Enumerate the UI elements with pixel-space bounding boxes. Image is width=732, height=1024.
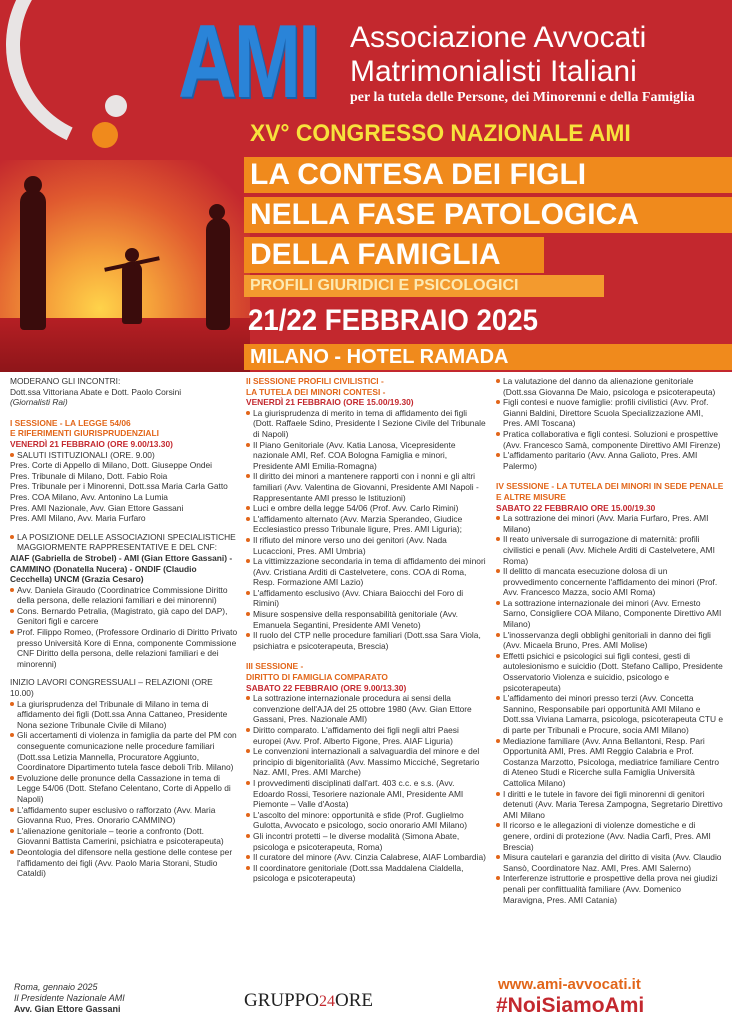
- list-item: Cons. Bernardo Petralia, (Magistrato, già capo del DAP), Genitori figli e carcere: [10, 606, 238, 627]
- list-item: Il Piano Genitoriale (Avv. Katia Lanosa, Vicepresidente nazionale AMI, Ref. COA Bologna Famiglia e minori, Presidente AMI Emilia-Romagna): [246, 440, 488, 472]
- greeting-line: Pres. Corte di Appello di Milano, Dott. Giuseppe Ondei: [10, 460, 213, 471]
- list-item: L'ascolto del minore: opportunità e sfide (Prof. Guglielmo Gulotta, Avvocato e psicologo, socio onorario AMI Milano): [246, 810, 488, 831]
- signature-place-date: Roma, gennaio 2025: [14, 982, 98, 992]
- woman-silhouette: [206, 218, 230, 330]
- session-4-date: SABATO 22 FEBBRAIO ORE 15.00/19.30: [496, 502, 656, 513]
- header-banner: [0, 0, 732, 372]
- session-2-title: II SESSIONE PROFILI CIVILISTICI - LA TUTELA DEI MINORI CONTESI -: [246, 376, 386, 397]
- program-column-2: [246, 376, 488, 884]
- list-item: L'inosservanza degli obblighi genitoriali in danno dei figli (Avv. Micaela Bruno, Pres. AMI Molise): [496, 630, 724, 651]
- logo-dot-orange-icon: [92, 122, 118, 148]
- moderators: Dott.ssa Vittoriana Abate e Dott. Paolo Corsini: [10, 386, 182, 397]
- session-3-date: SABATO 22 FEBBRAIO (ORE 9.00/13.30): [246, 682, 407, 693]
- list-item: Interferenze istruttorie e prospettive della prova nei giudizi penali per conflittualità familiare (Avv. Domenico Maravigna, Pres. AMI Catania): [496, 873, 724, 905]
- list-item: Misura cautelari e garanzia del diritto di visita (Avv. Claudio Sansò, Coordinatore Naz. AMI, Pres. AMI Salerno): [496, 852, 724, 873]
- signature-block: [14, 982, 125, 1015]
- list-item: L'affidamento super esclusivo o rafforzato (Avv. Maria Giovanna Ruo, Pres. Onorario CAMMINO): [10, 805, 238, 826]
- list-item: La vittimizzazione secondaria in tema di affidamento dei minori (Avv. Cristiana Arditi di Castelvetere, cons. COA di Roma, Resp. Formazione AMI Lazio): [246, 556, 488, 588]
- session-2-list: [246, 408, 488, 652]
- website-link[interactable]: www.ami-avvocati.it: [498, 976, 641, 993]
- session-1-date: VENERDÌ 21 FEBBRAIO (ORE 9.00/13.30): [10, 438, 173, 449]
- reports-list: [10, 699, 238, 879]
- greeting-line: Pres. Tribunale di Milano, Dott. Fabio Roia: [10, 470, 168, 481]
- title-line1: LA CONTESA DEI FIGLI: [244, 157, 732, 193]
- session-1-title: I SESSIONE - LA LEGGE 54/06 E RIFERIMENTI GIURISPRUDENZIALI: [10, 417, 159, 439]
- congress-title: XV° CONGRESSO NAZIONALE AMI: [250, 120, 631, 147]
- list-item: Il curatore del minore (Avv. Cinzia Calabrese, AIAF Lombardia): [246, 852, 488, 863]
- list-item: Il coordinatore genitoriale (Dott.ssa Maddalena Cialdella, psicologa e psicoterapeuta): [246, 863, 488, 884]
- list-item: L'affidamento dei minori presso terzi (Avv. Concetta Sannino, Responsabile pari opportunità AMI Milano e Dott.ssa Viviana Lamarra, psicologa, psicoterapeuta CTU e di parte per Tribunali e Procure, socia AMI Milano): [496, 693, 724, 735]
- associations-list: [10, 532, 238, 553]
- list-item: La giurisprudenza di merito in tema di affidamento dei figli (Dott. Raffaele Sdino, Presidente I Sezione Civile del Tribunale di Napoli): [246, 408, 488, 440]
- greeting-line: Pres. Tribunale per i Minorenni, Dott.ssa Maria Carla Gatto: [10, 481, 228, 492]
- man-head: [24, 176, 42, 194]
- list-item: La valutazione del danno da alienazione genitoriale (Dott.ssa Giovanna De Maio, psicologa e psicoterapeuta): [496, 376, 724, 397]
- greeting-line: Pres. AMI Milano, Avv. Maria Furfaro: [10, 513, 146, 524]
- program-column-3: [496, 376, 724, 905]
- gruppo24ore-logo: GRUPPO24ORE: [244, 990, 373, 1011]
- list-item: Mediazione familiare (Avv. Anna Bellantoni, Resp. Pari Opportunità AMI, Pres. AMI Reggio Calabria e Prof. Costanza Marzotto, Psicologa, mediatrice familiare Centro di Ateneo Studi e Ricerche sulla Famiglia Università Cattolica Milano): [496, 736, 724, 789]
- list-item: La giurisprudenza del Tribunale di Milano in tema di affidamento dei figli (Dott.ssa Anna Cattaneo, Presidente Nona sezione Tribunale Civile di Milano): [10, 699, 238, 731]
- woman-head: [209, 204, 225, 220]
- list-item: Gli incontri protetti – le diverse modalità (Simona Abate, psicologa e psicoterapeuta, Roma): [246, 831, 488, 852]
- speakers-list: [10, 585, 238, 670]
- session-3-continued-list: [496, 376, 724, 471]
- list-item: Il ricorso e le allegazioni di violenze domestiche e di genere, ordini di protezione (Avv. Nadia Carfì, Pres. AMI Brescia): [496, 820, 724, 852]
- session-3-title: III SESSIONE - DIRITTO DI FAMIGLIA COMPARATO: [246, 661, 388, 683]
- child-silhouette: [122, 262, 142, 324]
- list-item: La sottrazione internazionale dei minori (Avv. Ernesto Sarno, Consigliere COA Milano, Componente Direttivo AMI Milano): [496, 598, 724, 630]
- list-item: Avv. Daniela Giraudo (Coordinatrice Commissione Diritto della persona, delle relazioni familiari e dei minorenni): [10, 585, 238, 606]
- moderators-heading: MODERANO GLI INCONTRI:: [10, 376, 121, 386]
- association-tagline: per la tutela delle Persone, dei Minorenni e della Famiglia: [350, 90, 695, 105]
- list-item: Gli accertamenti di violenza in famiglia da parte del PM con conseguente comunicazione nelle procedure familiari (Dott.ssa Letizia Mannella, Procuratore Aggiunto, Coordinatore Dipartimento tutela fasce deboli Trib. Milano): [10, 730, 238, 772]
- greetings-list: [10, 450, 238, 461]
- event-venue: MILANO - HOTEL RAMADA: [244, 344, 732, 370]
- list-item: Luci e ombre della legge 54/06 (Prof. Avv. Carlo Rimini): [246, 503, 488, 514]
- list-item: Prof. Filippo Romeo, (Professore Ordinario di Diritto Privato presso Università Kore di Enna, componente Commissione CNF Diritto della persona, delle relazioni familiari e dei minorenni): [10, 627, 238, 669]
- list-item: Deontologia del difensore nella gestione delle contese per l'affidamento dei figli (Avv. Paolo Maria Storani, Studio Cataldi): [10, 847, 238, 879]
- list-item: Il ruolo del CTP nelle procedure familiari (Dott.ssa Sara Viola, psichiatra e psicoterapeuta, Brescia): [246, 630, 488, 651]
- signature-name: Avv. Gian Ettore Gassani: [14, 1004, 121, 1014]
- list-item: I provvedimenti disciplinati dall'art. 403 c.c. e s.s. (Avv. Edoardo Rossi, Tesoriere nazionale AMI, Presidente AMI Piemonte – Valle d'Aosta): [246, 778, 488, 810]
- list-item: Le convenzioni internazionali a salvaguardia del minore e del principio di bigenitorialità (Avv. Massimo Micciché, Segretario Naz. AMI, Pres. AMI Marche): [246, 746, 488, 778]
- list-item: Effetti psichici e psicologici sui figli contesi, gesti di autolesionismo e suicidio (Dott. Stefano Callipo, Presidente Osservatorio Violenza e suicidio, psicologo e psicoterapeuta): [496, 651, 724, 693]
- list-item: Misure sospensive della responsabilità genitoriale (Avv. Emanuela Segantini, Presidente AMI Veneto): [246, 609, 488, 630]
- list-item: SALUTI ISTITUZIONALI (ORE. 9.00): [10, 450, 238, 461]
- moderators-role: (Giornalisti Rai): [10, 397, 68, 408]
- association-name-line1: Associazione Avvocati: [350, 21, 647, 54]
- association-name-line2: Matrimonialisti Italiani: [350, 55, 637, 88]
- list-item: Il reato universale di surrogazione di maternità: profili civilistici e penali (Avv. Michele Arditi di Castelvetere, AMI Roma): [496, 534, 724, 566]
- list-item: Evoluzione delle pronunce della Cassazione in tema di Legge 54/06 (Dott. Stefano Celentano, Corte di Appello di Napoli): [10, 773, 238, 805]
- event-date: 21/22 FEBBRAIO 2025: [248, 304, 538, 337]
- list-item: L'affidamento esclusivo (Avv. Chiara Baiocchi del Foro di Rimini): [246, 588, 488, 609]
- list-item: La sottrazione dei minori (Avv. Maria Furfaro, Pres. AMI Milano): [496, 513, 724, 534]
- list-item: Diritto comparato. L'affidamento dei figli negli altri Paesi europei (Avv. Prof. Alberto Figone, Pres. AIAF Liguria): [246, 725, 488, 746]
- program-column-1: [10, 376, 238, 879]
- works-start: INIZIO LAVORI CONGRESSUALI – RELAZIONI (ORE 10.00): [10, 677, 213, 699]
- list-item: Il delitto di mancata esecuzione dolosa di un provvedimento concernente l'affidamento dei minori (Prof. Avv. Francesco Mazza, socio AMI Roma): [496, 566, 724, 598]
- session-3-list: [246, 693, 488, 884]
- title-line2: NELLA FASE PATOLOGICA: [244, 197, 732, 233]
- list-item: I diritti e le tutele in favore dei figli minorenni di genitori detenuti (Avv. Maria Teresa Zampogna, Segretario Direttivo AMI Milano: [496, 789, 724, 821]
- subtitle: PROFILI GIURIDICI E PSICOLOGICI: [244, 275, 604, 297]
- logo-dot-icon: [105, 95, 127, 117]
- associations-names: AIAF (Gabriella de Strobel) - AMI (Gian Ettore Gassani) - CAMMINO (Donatella Nucera) - ONDIF (Claudio Cecchella) UNCM (Grazia Cesaro): [10, 552, 233, 585]
- list-item: L'affidamento alternato (Avv. Marzia Sperandeo, Giudice Ecclesiastico presso Tribunale ligure, Pres. AMI Liguria);: [246, 514, 488, 535]
- session-2-date: VENERDÌ 21 FEBBRAIO (ORE 15.00/19.30): [246, 397, 414, 408]
- hashtag: #NoiSiamoAmi: [496, 994, 645, 1017]
- title-line3: DELLA FAMIGLIA: [244, 237, 544, 273]
- list-item: La sottrazione internazionale procedura ai sensi della convenzione dell'AJA del 25 ottobre 1980 (Avv. Gian Ettore Gassani, Pres. Nazionale AMI): [246, 693, 488, 725]
- list-item: Il diritto dei minori a mantenere rapporti con i nonni e gli altri familiari (Avv. Valentina de Giovanni, Presidente AMI Napoli - Rappresentante AMI presso le Istituzioni): [246, 471, 488, 503]
- ami-logo: AMI: [178, 4, 318, 120]
- session-4-title: IV SESSIONE - LA TUTELA DEI MINORI IN SEDE PENALE E ALTRE MISURE: [496, 481, 724, 502]
- list-item: Pratica collaborativa e figli contesi. Soluzioni e prospettive (Avv. Francesco Samà, componente Direttivo AMI Firenze): [496, 429, 724, 450]
- greeting-line: Pres. AMI Nazionale, Avv. Gian Ettore Gassani: [10, 502, 184, 513]
- man-silhouette: [20, 190, 46, 330]
- list-item: L'alienazione genitoriale – teorie a confronto (Dott. Giovanni Battista Camerini, psichiatra e psicoterapeuta): [10, 826, 238, 847]
- greeting-line: Pres. COA Milano, Avv. Antonino La Lumia: [10, 491, 168, 502]
- list-item: Il rifiuto del minore verso uno dei genitori (Avv. Nada Lucaccioni, Pres. AMI Umbria): [246, 535, 488, 556]
- session-4-list: [496, 513, 724, 905]
- list-item: LA POSIZIONE DELLE ASSOCIAZIONI SPECIALISTICHE MAGGIORMENTE RAPPRESENTATIVE E DEL CNF:: [10, 532, 238, 553]
- list-item: L'affidamento paritario (Avv. Anna Galioto, Pres. AMI Palermo): [496, 450, 724, 471]
- signature-role: Il Presidente Nazionale AMI: [14, 993, 125, 1003]
- list-item: Figli contesi e nuove famiglie: profili civilistici (Avv. Prof. Gianni Baldini, Direttore Scuola Specializzazione AMI, Pres. AMI Toscana): [496, 397, 724, 429]
